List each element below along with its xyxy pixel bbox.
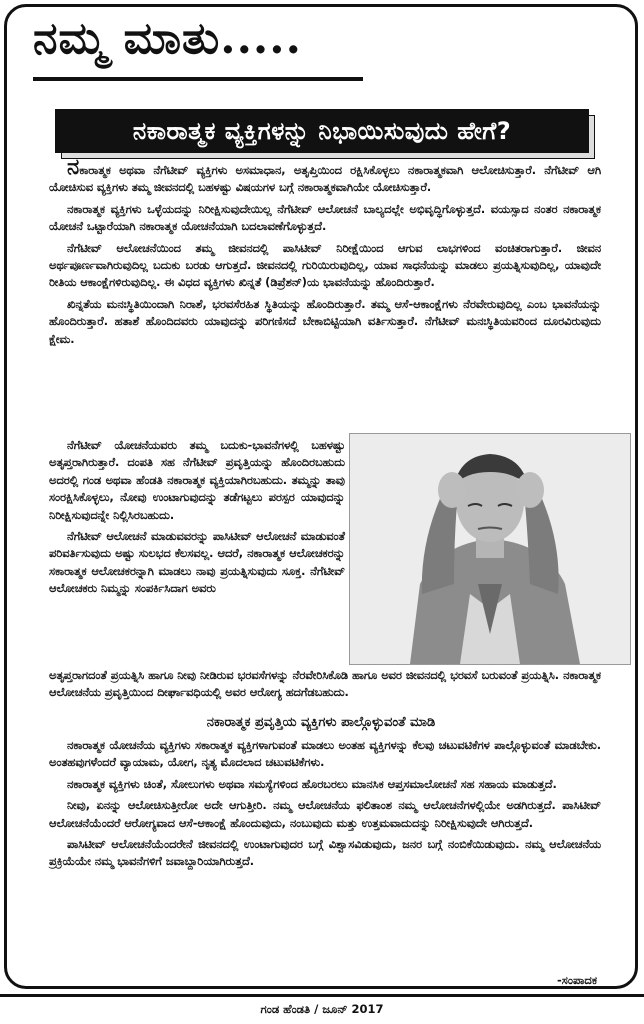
paragraph: ನೆಗೆಟೀವ್ ಆಲೋಚನೆ ಮಾಡುವವರನ್ನು ಪಾಸಿಟೀವ್ ಆಲೋಚನೆ ಮಾಡುವಂತೆ ಪರಿವರ್ತಿಸುವುದು ಅಷ್ಟು ಸುಲಭದ ಕೆಲಸವಲ್ಲ. ಆದರೆ, ನಕಾರಾತ್ಮಕ ಆಲೋಚಕರನ್ನು ಸಕಾರಾತ್ಮಕ ಆಲೋಚಕರನ್ನಾಗಿ ಮಾಡಲು ನಾವು ಪ್ರಯತ್ನಿಸುವುದು ಸೂಕ್ತ. ನೆಗೆಟೀವ್ ಆಲೋಚಕರು ನಿಮ್ಮನ್ನು ಸಂಪರ್ಕಿಸಿದಾಗ ಅವರು (49, 530, 345, 596)
masthead-underline (33, 77, 363, 81)
left-column-text (49, 437, 345, 602)
continuation-text (49, 667, 601, 706)
paragraph: ನೀವು, ಏನನ್ನು ಆಲೋಚಿಸುತ್ತೀರೋ ಅದೇ ಆಗುತ್ತೀರಿ. ನಮ್ಮ ಆಲೋಚನೆಯ ಫಲಿತಾಂಶ ನಮ್ಮ ಆಲೋಚನೆಗಳಲ್ಲಿಯೇ ಅಡಗಿರುತ್ತದೆ. ಪಾಸಿಟೀವ್ ಆಲೋಚನೆಯೆಂದರೆ ಆರೋಗ್ಯವಾದ ಆಸೆ-ಆಕಾಂಕ್ಷೆ ಹೊಂದುವುದು, ನಂಬುವುದು ಮತ್ತು ಉತ್ತಮವಾದುದನ್ನು ನಿರೀಕ್ಷಿಸುವುದೇ ಆಗಿರುತ್ತದೆ. (49, 799, 601, 830)
masthead-title: ನಮ್ಮ ಮಾತು..... (33, 13, 302, 64)
article-headline: ನಕಾರಾತ್ಮಕ ವ್ಯಕ್ತಿಗಳನ್ನು ನಿಭಾಯಿಸುವುದು ಹೇಗೆ? (55, 109, 589, 153)
page-footer: ಗಂಡ ಹೆಂಡತಿ / ಜೂನ್ 2017 (260, 1002, 384, 1016)
paragraph: ನಕಾರಾತ್ಮಕ ಅಥವಾ ನೆಗೆಟೀವ್ ವ್ಯಕ್ತಿಗಳು ಅಸಮಾಧಾನ, ಅತೃಪ್ತಿಯಿಂದ ರಕ್ಷಿಸಿಕೊಳ್ಳಲು ನಕಾರಾತ್ಮಕವಾಗಿ ಆಲೋಚಿಸುತ್ತಾರೆ. ನೆಗೆಟೀವ್ ಆಗಿ ಯೋಚಿಸುವ ವ್ಯಕ್ತಿಗಳು ತಮ್ಮ ಜೀವನದಲ್ಲಿ ಬಹಳಷ್ಟು ವಿಷಯಗಳ ಬಗ್ಗೆ ನಕಾರಾತ್ಮಕವಾಗಿಯೇ ಯೋಚಿಸುತ್ತಾರೆ. (49, 155, 601, 195)
paragraph: ಪಾಸಿಟೀವ್ ಆಲೋಚನೆಯೆಂದರೇನೆ ಜೀವನದಲ್ಲಿ ಉಂಟಾಗುವುದರ ಬಗ್ಗೆ ವಿಶ್ವಾಸವಿಡುವುದು, ಜನರ ಬಗ್ಗೆ ನಂಬಿಕೆಯಿಡುವುದು. ನಮ್ಮ ಆಲೋಚನೆಯ ಪ್ರಕ್ರಿಯೆಯೇ ನಮ್ಮ ಭಾವನೆಗಳಿಗೆ ಜವಾಬ್ದಾರಿಯಾಗಿರುತ್ತದೆ. (49, 838, 601, 869)
paragraph: ನಕಾರಾತ್ಮಕ ವ್ಯಕ್ತಿಗಳು ಒಳ್ಳೆಯದನ್ನು ನಿರೀಕ್ಷಿಸುವುದೇಯಿಲ್ಲ ನೆಗೆಟೀವ್ ಆಲೋಚನೆ ಬಾಲ್ಯದಲ್ಲೇ ಅಭಿವೃದ್ಧಿಗೊಳ್ಳುತ್ತದೆ. ವಯಸ್ಸಾದ ನಂತರ ನಕಾರಾತ್ಮಕ ಯೋಚನೆ ಒಟ್ಟಾರೆಯಾಗಿ ನಕಾರಾತ್ಮಕ ಯೋಚನೆಯಾಗಿ ಬದಲಾವಣೆಗೊಳ್ಳುತ್ತದೆ. (49, 202, 601, 234)
paragraph: ನೆಗೆಟೀವ್ ಆಲೋಚನೆಯಿಂದ ತಮ್ಮ ಜೀವನದಲ್ಲಿ ಪಾಸಿಟೀವ್ ನಿರೀಕ್ಷೆಯಿಂದ ಆಗುವ ಲಾಭಗಳಿಂದ ವಂಚಿತರಾಗುತ್ತಾರೆ. ಜೀವನ ಅರ್ಥಪೂರ್ಣವಾಗಿರುವುದಿಲ್ಲ ಬದುಕು ಬರಡು ಆಗುತ್ತದೆ. ಜೀವನದಲ್ಲಿ ಗುರಿಯಿರುವುದಿಲ್ಲ, ಯಾವ ಸಾಧನೆಯನ್ನು ಮಾಡಲು ಪ್ರಯತ್ನಿಸುವುದಿಲ್ಲ, ಯಾವುದೇ ರೀತಿಯ ಆಕಾಂಕ್ಷೆಗಳಿರುವುದಿಲ್ಲ. ಈ ವಿಧದ ವ್ಯಕ್ತಿಗಳು ಖಿನ್ನತೆ (ಡಿಪ್ರೆಶನ್)ಯ ಭಾವನೆಯನ್ನು ಹೊಂದಿರುತ್ತಾರೆ. (49, 241, 601, 290)
stressed-man-illustration (350, 434, 630, 664)
paragraph: ಅತೃಪ್ತರಾಗದಂತೆ ಪ್ರಯತ್ನಿಸಿ ಹಾಗೂ ನೀವು ನೀಡಿರುವ ಭರವಸೆಗಳನ್ನು ನೆರವೇರಿಸಿಕೊಡಿ ಹಾಗೂ ಅವರ ಜೀವನದಲ್ಲಿ ಭರವಸೆ ಬರುವಂತೆ ಪ್ರಯತ್ನಿಸಿ. ನಕಾರಾತ್ಮಕ ಆಲೋಚನೆಯ ಪ್ರವೃತ್ತಿಯಿಂದ ದೀರ್ಘಾವಧಿಯಲ್ಲಿ ಅವರ ಆರೋಗ್ಯ ಹದಗೆಡಬಹುದು. (49, 669, 601, 700)
editor-signature: -ಸಂಪಾದಕ (556, 973, 597, 987)
intro-text (49, 157, 601, 352)
bottom-text (49, 737, 601, 875)
paragraph: ನೆಗೆಟೀವ್ ಯೋಚನೆಯವರು ತಮ್ಮ ಬದುಕು-ಭಾವನೆಗಳಲ್ಲಿ ಬಹಳಷ್ಟು ಅತೃಪ್ತರಾಗಿರುತ್ತಾರೆ. ದಂಪತಿ ಸಹ ನೆಗೆಟೀವ್ ಪ್ರವೃತ್ತಿಯನ್ನು ಹೊಂದಿರಬಹುದು ಅದರಲ್ಲಿ ಗಂಡ ಅಥವಾ ಹೆಂಡತಿ ನಕಾರಾತ್ಮಕ ವ್ಯಕ್ತಿಯಾಗಿರಬಹುದು. ತಮ್ಮನ್ನು ತಾವು ಸಂರಕ್ಷಿಸಿಕೊಳ್ಳಲು, ನೋವು ಉಂಟಾಗುವುದನ್ನು ತಡೆಗಟ್ಟಲು ಪರಸ್ಪರ ಯಾವುದನ್ನು ನಿರೀಕ್ಷಿಸುವುದನ್ನೇ ನಿಲ್ಲಿಸಿರಬಹುದು. (49, 439, 345, 522)
section-subheading: ನಕಾರಾತ್ಮಕ ಪ್ರವೃತ್ತಿಯ ವ್ಯಕ್ತಿಗಳು ಪಾಲ್ಗೊಳ್ಳುವಂತೆ ಮಾಡಿ (206, 715, 436, 730)
paragraph: ನಕಾರಾತ್ಮಕ ವ್ಯಕ್ತಿಗಳು ಚಿಂತೆ, ಸೋಲುಗಳು ಅಥವಾ ಸಮಸ್ಯೆಗಳಿಂದ ಹೊರಬರಲು ಮಾನಸಿಕ ಆಪ್ತಸಮಾಲೋಚನೆ ಸಹ ಸಹಾಯ ಮಾಡುತ್ತದೆ. (67, 777, 557, 791)
page-frame (4, 4, 638, 989)
footer-divider (0, 994, 644, 997)
stressed-man-photo (349, 433, 631, 665)
paragraph: ಖಿನ್ನತೆಯ ಮನಃಸ್ಥಿತಿಯಿಂದಾಗಿ ನಿರಾಶೆ, ಭರವಸೆರಹಿತ ಸ್ಥಿತಿಯನ್ನು ಹೊಂದಿರುತ್ತಾರೆ. ತಮ್ಮ ಆಸೆ-ಆಕಾಂಕ್ಷೆಗಳು ನೆರವೇರುವುದಿಲ್ಲ ಎಂಬ ಭಾವನೆಯನ್ನು ಹೊಂದಿರುತ್ತಾರೆ. ಹತಾಶೆ ಹೊಂದಿದವರು ಯಾವುದನ್ನು ಪರಿಗಣಿಸದೆ ಬೇಕಾಬಿಟ್ಟಿಯಾಗಿ ವರ್ತಿಸುತ್ತಾರೆ. ನೆಗೆಟೀವ್ ಮನಃಸ್ಥಿತಿಯವರಿಂದ ದೂರವಿರುವುದು ಕ್ಷೇಮ. (49, 297, 601, 346)
paragraph: ನಕಾರಾತ್ಮಕ ಯೋಚನೆಯ ವ್ಯಕ್ತಿಗಳು ಸಕಾರಾತ್ಮಕ ವ್ಯಕ್ತಿಗಳಾಗುವಂತೆ ಮಾಡಲು ಅಂತಹ ವ್ಯಕ್ತಿಗಳನ್ನು ಕೆಲವು ಚಟುವಟಿಕೆಗಳ ಪಾಲ್ಗೊಳ್ಳುವಂತೆ ಮಾಡಬೇಕು. ಅಂತಹವುಗಳೆಂದರೆ ವ್ಯಾಯಾಮ, ಯೋಗ, ನೃತ್ಯ ಮೊದಲಾದ ಚಟುವಟಿಕೆಗಳು. (49, 739, 601, 770)
